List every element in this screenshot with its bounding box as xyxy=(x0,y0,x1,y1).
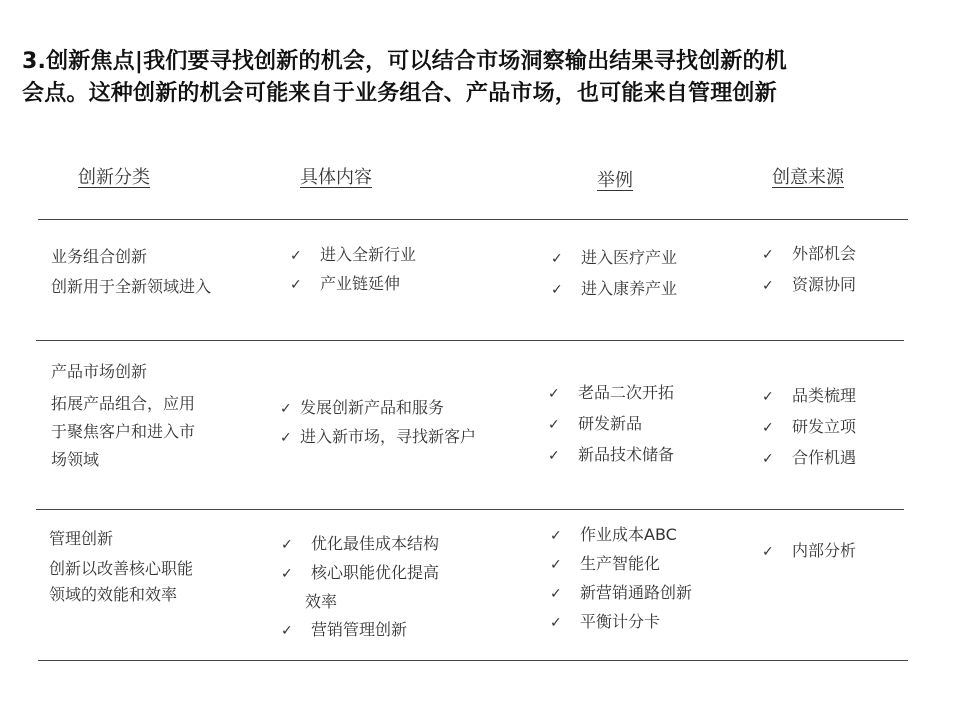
title-line-2: 会点。这种创新的机会可能来自于业务组合、产品市场，也可能来自管理创新 xyxy=(22,81,777,106)
list-item: ✓ 进入全新行业 xyxy=(290,241,416,270)
divider-row-2 xyxy=(36,509,904,510)
list-item: ✓ 研发立项 xyxy=(762,412,856,443)
row-2-category xyxy=(51,358,195,474)
row-3-category xyxy=(49,526,193,608)
list-item: ✓ 资源协同 xyxy=(762,270,856,301)
check-icon: ✓ xyxy=(550,557,562,573)
check-icon: ✓ xyxy=(548,448,560,464)
row-1-category xyxy=(51,242,211,302)
row-3-source xyxy=(762,537,856,566)
title-line-1: 3.创新焦点|我们要寻找创新的机会，可以结合市场洞察输出结果寻找创新的机 xyxy=(22,49,787,74)
category-desc: 创新以改善核心职能 xyxy=(49,559,194,578)
check-icon: ✓ xyxy=(551,282,563,298)
list-item: ✓ 优化最佳成本结构 xyxy=(281,530,439,559)
category-title: 产品市场创新 xyxy=(51,362,148,381)
category-desc: 场领域 xyxy=(51,450,100,469)
check-icon: ✓ xyxy=(762,278,774,294)
list-item: ✓ 老品二次开拓 xyxy=(548,378,674,409)
divider-row-1 xyxy=(36,340,904,341)
header-source: 创意来源 xyxy=(772,167,844,188)
list-item: ✓ 平衡计分卡 xyxy=(550,608,692,637)
check-icon: ✓ xyxy=(762,420,774,436)
list-item: ✓ 作业成本ABC xyxy=(550,521,692,550)
list-item: ✓ 新品技术储备 xyxy=(548,440,674,471)
check-icon: ✓ xyxy=(290,248,302,264)
check-icon: ✓ xyxy=(551,251,563,267)
row-1-source xyxy=(762,239,856,301)
category-desc: 领域的效能和效率 xyxy=(49,585,178,604)
slide-title xyxy=(22,46,942,110)
check-icon: ✓ xyxy=(290,277,302,293)
list-item: ✓ 核心职能优化提高 xyxy=(281,559,439,588)
list-item: ✓ 发展创新产品和服务 xyxy=(280,394,476,423)
header-category: 创新分类 xyxy=(78,167,150,188)
header-content: 具体内容 xyxy=(300,167,372,188)
row-3-example xyxy=(550,521,692,637)
list-item: ✓ 品类梳理 xyxy=(762,381,856,412)
list-item: ✓ 进入新市场，寻找新客户 xyxy=(280,423,476,452)
row-3-content xyxy=(281,530,439,645)
category-desc: 于聚焦客户和进入市 xyxy=(51,422,196,441)
category-desc: 拓展产品组合，应用 xyxy=(51,394,196,413)
category-title: 管理创新 xyxy=(49,529,114,548)
list-item: ✓ 进入康养产业 xyxy=(551,274,677,305)
check-icon: ✓ xyxy=(281,537,293,553)
row-2-example xyxy=(548,378,674,471)
check-icon: ✓ xyxy=(762,544,774,560)
check-icon: ✓ xyxy=(762,247,774,263)
list-item: ✓ 外部机会 xyxy=(762,239,856,270)
list-item: ✓ 新营销通路创新 xyxy=(550,579,692,608)
row-1-content xyxy=(290,241,416,299)
divider-top xyxy=(38,219,908,220)
row-2-source xyxy=(762,381,856,474)
check-icon: ✓ xyxy=(280,401,292,417)
check-icon: ✓ xyxy=(280,430,292,446)
check-icon: ✓ xyxy=(550,528,562,544)
list-item: ✓ 合作机遇 xyxy=(762,443,856,474)
check-icon: ✓ xyxy=(281,623,293,639)
category-desc: 创新用于全新领域进入 xyxy=(51,277,212,296)
list-item: ✓ 内部分析 xyxy=(762,537,856,566)
row-1-example xyxy=(551,243,677,305)
list-item: ✓ 进入医疗产业 xyxy=(551,243,677,274)
check-icon: ✓ xyxy=(548,417,560,433)
check-icon: ✓ xyxy=(762,451,774,467)
list-item: ✓ 产业链延伸 xyxy=(290,270,416,299)
list-item: ✓ 营销管理创新 xyxy=(281,616,439,645)
category-title: 业务组合创新 xyxy=(51,247,148,266)
check-icon: ✓ xyxy=(762,389,774,405)
check-icon: ✓ xyxy=(548,386,560,402)
check-icon: ✓ xyxy=(550,615,562,631)
list-item: ✓ 研发新品 xyxy=(548,409,674,440)
check-icon: ✓ xyxy=(550,586,562,602)
list-item-continuation: 效率 xyxy=(305,592,338,611)
list-item: ✓ 生产智能化 xyxy=(550,550,692,579)
check-icon: ✓ xyxy=(281,566,293,582)
header-example: 举例 xyxy=(597,170,633,191)
row-2-content xyxy=(280,394,476,452)
divider-bottom xyxy=(38,660,908,661)
